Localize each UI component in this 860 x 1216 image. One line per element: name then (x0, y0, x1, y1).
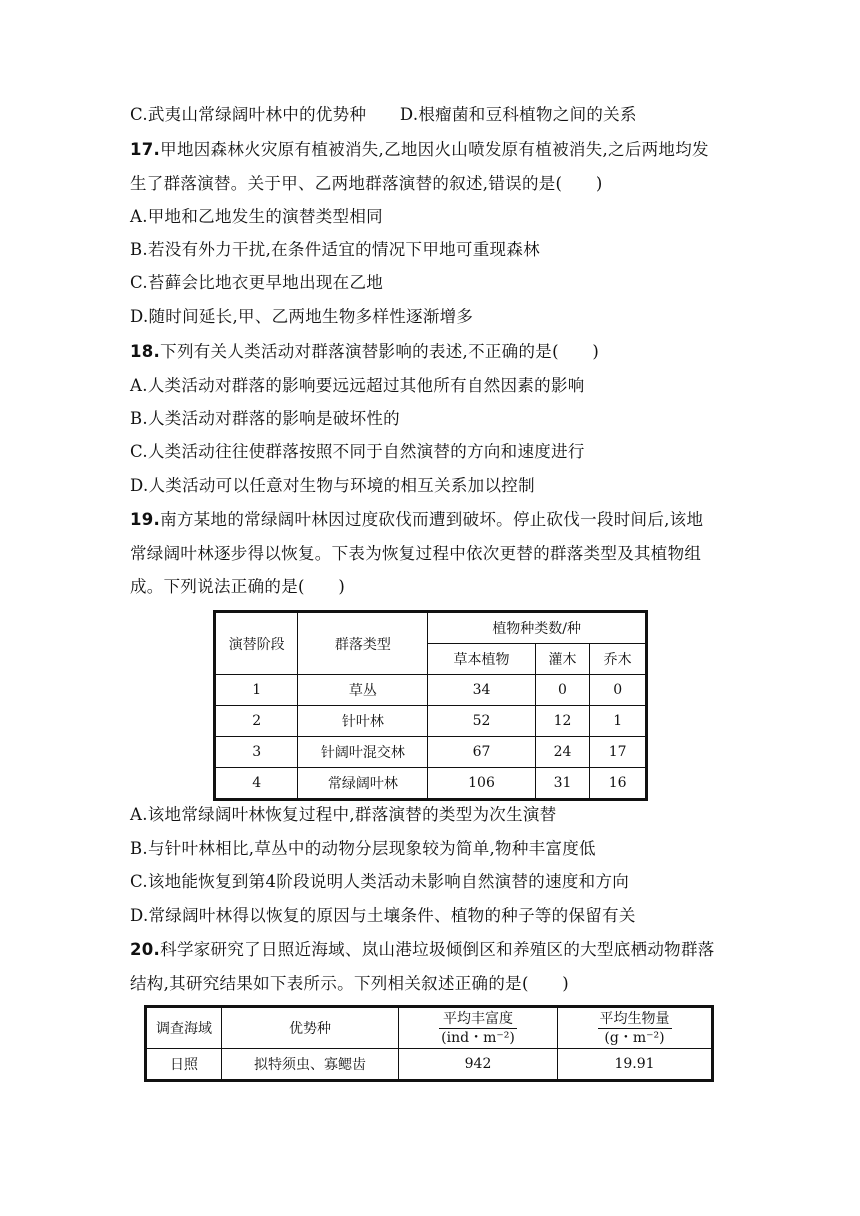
fraction (439, 1010, 517, 1047)
header-dominant-species: 优势种 (222, 1007, 399, 1049)
option-17-a: A.甲地和乙地发生的演替类型相同 (130, 207, 383, 226)
option-19-b: B.与针叶林相比,草丛中的动物分层现象较为简单,物种丰富度低 (130, 839, 596, 858)
cell: 草丛 (298, 675, 428, 706)
cell: 1 (215, 675, 298, 706)
question-18-stem (130, 340, 599, 364)
option-17-b: B.若没有外力干扰,在条件适宜的情况下甲地可重现森林 (130, 240, 540, 259)
header-stage: 演替阶段 (215, 612, 298, 675)
option-18-d: D.人类活动可以任意对生物与环境的相互关系加以控制 (130, 476, 535, 495)
cell: 31 (535, 768, 590, 800)
question-20-stem-cont: 结构,其研究结果如下表所示。下列相关叙述正确的是( ) (130, 974, 570, 993)
header-tree: 乔木 (590, 644, 647, 675)
table-row (215, 675, 647, 706)
question-19-stem-cont: 成。下列说法正确的是( ) (130, 577, 346, 596)
fraction-denominator: (ind・m⁻²) (441, 1029, 515, 1046)
question-text: 下列有关人类活动对群落演替影响的表述,不正确的是( ) (160, 342, 600, 361)
cell: 针叶林 (298, 706, 428, 737)
option-line: C.武夷山常绿阔叶林中的优势种 D.根瘤菌和豆科植物之间的关系 (130, 105, 637, 124)
cell: 日照 (146, 1049, 222, 1081)
cell: 17 (590, 737, 647, 768)
table-row (146, 1049, 713, 1081)
option-18-a: A.人类活动对群落的影响要远远超过其他所有自然因素的影响 (130, 376, 585, 395)
header-shrub: 灌木 (535, 644, 590, 675)
cell: 常绿阔叶林 (298, 768, 428, 800)
cell: 52 (428, 706, 535, 737)
cell: 4 (215, 768, 298, 800)
question-20-stem (130, 938, 715, 962)
cell: 67 (428, 737, 535, 768)
option-18-b: B.人类活动对群落的影响是破坏性的 (130, 409, 400, 428)
question-19-stem (130, 508, 703, 532)
fraction-denominator: (g・m⁻²) (604, 1029, 665, 1046)
table-row (215, 768, 647, 800)
cell: 34 (428, 675, 535, 706)
option-17-c: C.苔藓会比地衣更早地出现在乙地 (130, 273, 384, 292)
cell: 针阔叶混交林 (298, 737, 428, 768)
cell: 942 (399, 1049, 558, 1081)
cell: 24 (535, 737, 590, 768)
option-17-d: D.随时间延长,甲、乙两地生物多样性逐渐增多 (130, 307, 474, 326)
question-19-stem-cont: 常绿阔叶林逐步得以恢复。下表为恢复过程中依次更替的群落类型及其植物组 (130, 544, 702, 563)
question-text: 南方某地的常绿阔叶林因过度砍伐而遭到破坏。停止砍伐一段时间后,该地 (160, 510, 704, 529)
fraction-numerator: 平均生物量 (599, 1010, 670, 1027)
header-area: 调查海域 (146, 1007, 222, 1049)
cell: 拟特须虫、寡鳃齿 (222, 1049, 399, 1081)
fraction (598, 1010, 672, 1047)
question-17-stem-cont: 生了群落演替。关于甲、乙两地群落演替的叙述,错误的是( ) (130, 174, 603, 193)
cell: 1 (590, 706, 647, 737)
cell: 0 (535, 675, 590, 706)
header-species-count: 植物种类数/种 (428, 612, 647, 644)
question-number: 19. (130, 510, 161, 529)
question-number: 17. (130, 140, 161, 159)
header-community-type: 群落类型 (298, 612, 428, 675)
option-19-d: D.常绿阔叶林得以恢复的原因与土壤条件、植物的种子等的保留有关 (130, 906, 636, 925)
question-17-stem (130, 138, 709, 162)
option-19-a: A.该地常绿阔叶林恢复过程中,群落演替的类型为次生演替 (130, 805, 557, 824)
header-biomass (558, 1007, 713, 1049)
cell: 16 (590, 768, 647, 800)
question-text: 甲地因森林火灾原有植被消失,乙地因火山喷发原有植被消失,之后两地均发 (160, 140, 709, 159)
succession-table (213, 610, 648, 801)
option-18-c: C.人类活动往往使群落按照不同于自然演替的方向和速度进行 (130, 442, 585, 461)
cell: 19.91 (558, 1049, 713, 1081)
question-number: 20. (130, 940, 161, 959)
cell: 2 (215, 706, 298, 737)
cell: 12 (535, 706, 590, 737)
cell: 106 (428, 768, 535, 800)
question-text: 科学家研究了日照近海域、岚山港垃圾倾倒区和养殖区的大型底栖动物群落 (160, 940, 715, 959)
option-19-c: C.该地能恢复到第4阶段说明人类活动未影响自然演替的速度和方向 (130, 872, 630, 891)
benthic-table (144, 1005, 714, 1082)
cell: 3 (215, 737, 298, 768)
fraction-numerator: 平均丰富度 (439, 1010, 517, 1029)
header-herb: 草本植物 (428, 644, 535, 675)
table-row (215, 737, 647, 768)
cell: 0 (590, 675, 647, 706)
question-number: 18. (130, 342, 161, 361)
table-row (215, 706, 647, 737)
header-richness (399, 1007, 558, 1049)
